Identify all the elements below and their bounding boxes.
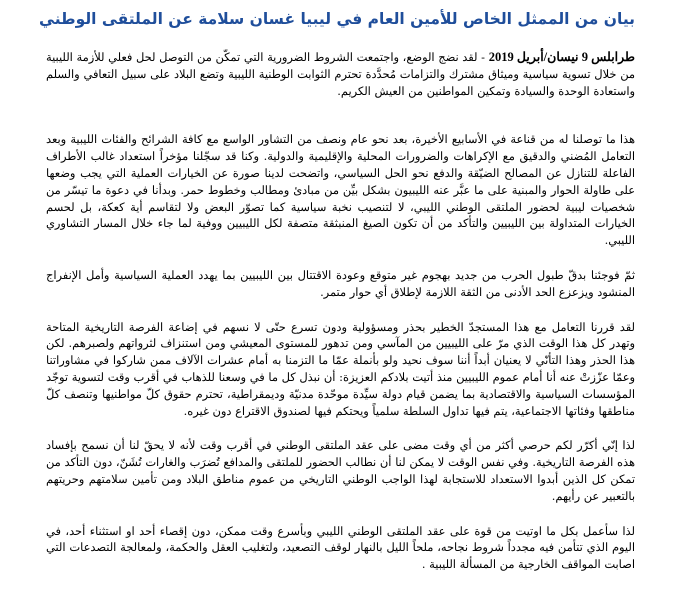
paragraph-2: هذا ما توصلنا له من قناعة في الأسابيع الأخيرة، بعد نحو عام ونصف من التشاور الواسع مع كافة الشرائح والفئات الليبية وبعد التعامل المُضني والدقيق مع الإكراهات والضرورات المحلية والإقليمية والدولية. وكنا قد سجّلنا مؤخراً استعداد غالب الأطراف الفاعلة للتنازل عن المصالح الضيّقة والدفع نحو الحل السياسي، واتضحت لدينا صورة عن الخيارات العملية التي يجب وضعها على طاولة الحوار والمبنية على ما عبَّر عنه الليبيون بشكل بيِّن من مبادئ ومطالب وخطوط حمر. وبدأنا في دعوة ما تيسّر من شخصيات ليبية لحضور الملتقى الوطني الليبي، لا لتنصيب نخبة سياسية كما تصوّر البعض ولا لتقاسم أية كعكة، بل لحسم الخيارات المتداولة بين الليبيين والتأكد من أن تكون الصيغ المنبثقة متصفة لكل الليبيين ووفية لما جاء خلال المسار التشاوري الليبي. — [46, 132, 635, 248]
statement-title: بيان من الممثل الخاص للأمين العام في ليبيا غسان سلامة عن الملتقى الوطني — [39, 10, 635, 28]
paragraph-3: ثمّ فوجئنا بدقّ طبول الحرب من جديد بهجوم غير متوقع وعودة الاقتتال بين الليبيين بما يهدد العملية السياسية وأمل الإنفراج المنشود ويزعزع الحد الأدنى من الثقة اللازمة لإطلاق أي حوار متمر. — [46, 267, 635, 299]
paragraph-6: لذا سأعمل بكل ما اوتيت من قوة على عقد الملتقى الوطني الليبي وبأسرع وقت ممكن، دون إقصاء أحد او استثناء أحد، في اليوم الذي تتأمن فيه مجدداً شروط نجاحه، ملحاً الليل بالنهار لوقف التصعيد، ولتغليب العقل والحكمة، ولمعالجة التصدعات التي اصابت المواقف الخارجية من المسألة الليبية . — [46, 523, 635, 572]
paragraph-5: لذا إنّي أكرّر لكم حرصي أكثر من أي وقت مضى على عقد الملتقى الوطني في أقرب وقت لأنه لا يحقّ لنا أن نسمح بإفساد هذه الفرصة التاريخية. وفي نفس الوقت لا يمكن لنا أن نطالب الحضور للملتقى والمدافع تُضرَب والغارات تُشَنّ، دون التأكد من تمكن كل الذين أبدوا الاستعداد للاستجابة لهذا الواجب الوطني التاريخي من عموم مناطق البلاد ومن تأمين سلامتهم وحريتهم بالتعبير عن رأيهم. — [46, 438, 635, 503]
paragraph-1-text: - لقد نضج الوضع، واجتمعت الشروط الضرورية التي تمكّن من التوصل لحل فعلي للأزمة الليبية من خلال تسوية سياسية وميثاق مشترك والتزامات مُحدَّدة تحترم الثوابت الوطنية الليبية وتضع البلاد على سبيل التعافي والسلم واستعادة الوحدة والسيادة وتمكين المواطنين من العيش الكريم. — [46, 50, 635, 98]
paragraph-4: لقد قررنا التعامل مع هذا المستجدّ الخطير بحذر ومسؤولية ودون تسرع حتّى لا نسهم في إضاعة الفرصة التاريخية المتاحة وتهدر كل هذا الوقت الذي مرّ على الليبيين من المآسي ومن تدهور للمستوى المعيشي ومن استنزاف لثرواتهم ولصبرهم. لكن هذا الحذر وهذا التأنّي لا يعنيان أبداً أننا سوف نحيد ولو بأنملة عمّا ما التزمنا به أمام عشرات الآلاف ممن شاركوا في مشاوراتنا وعمّا عزّزتْ عنه أنا أمام عموم الليبيين منذ أتيت بلادكم العزيزة: أن نبذل كل ما في وسعنا للذهاب في أقرب وقت لتسوية توجّد المؤسسات السياسية والاقتصادية بما يضمن قيام دولة سيِّدة موحّدة مدنيّة وديمقراطية، تحترم حقوق كلّ مواطنيها وتنصف كلّ مناطقها وفئاتها الاجتماعية، يتم فيها تداول السلطة سلمياً ويحتكم فيها لصندوق الاقتراع دون غيره. — [46, 319, 635, 418]
paragraph-1 — [46, 49, 635, 99]
dateline: طرابلس 9 نيسان/أبريل 2019 — [488, 50, 635, 64]
